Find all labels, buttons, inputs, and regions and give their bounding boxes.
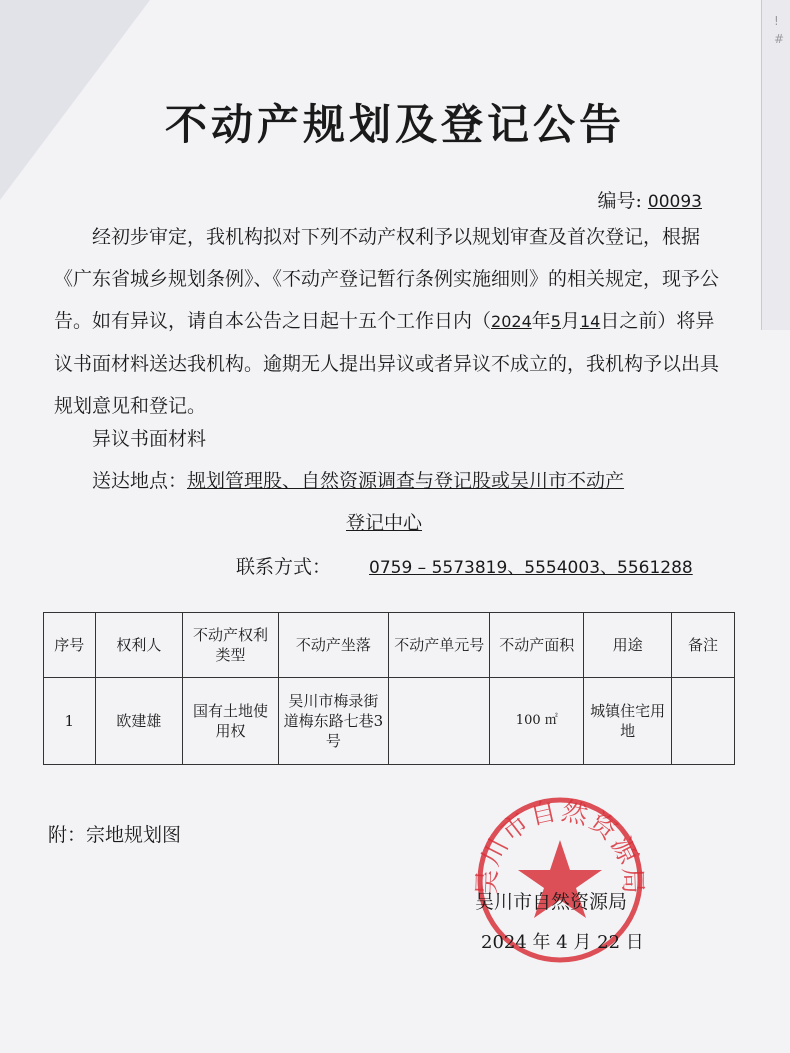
paragraph-deadline-suffix: 日之前）将异议书面材料送达我机构。逾期无人提出异议或者异议不成立的，我机构予以出具规划意见和登记。 — [54, 310, 720, 417]
paragraph-main — [54, 216, 724, 427]
header-cell: 备注 — [671, 613, 734, 678]
attachment-note: 附：宗地规划图 — [48, 824, 182, 846]
issuer-name: 吴川市自然资源局 — [475, 891, 628, 913]
seal-lettering: 吴川市自然资源局 — [472, 796, 648, 897]
cell-unit-number — [389, 678, 490, 765]
cell-right-type: 国有土地使用权 — [183, 678, 278, 765]
header-cell: 权利人 — [95, 613, 183, 678]
objection-heading: 异议书面材料 — [92, 428, 207, 450]
cell-area: 100 ㎡ — [490, 678, 584, 765]
announcement-body — [54, 216, 724, 427]
adjacent-page-marks: ! # — [773, 14, 784, 46]
header-cell: 序号 — [44, 613, 96, 678]
adjacent-page-edge — [761, 0, 790, 330]
paragraph-main-text: 经初步审定，我机构拟对下列不动产权利予以规划审查及首次登记，根据《广东省城乡规划条例》、《不动产登记暂行条例实施细则》的相关规定，现予公告。如有异议，请自本公告之日起十五个工作日 — [54, 226, 720, 332]
contact-label: 联系方式： — [236, 556, 332, 578]
contact-phone-numbers: 0759 – 5573819、5554003、5561288 — [369, 558, 693, 578]
header-cell: 不动产单元号 — [389, 613, 490, 678]
table-header-row — [44, 613, 735, 678]
cell-index: 1 — [44, 678, 96, 765]
document-number — [598, 186, 703, 213]
address-label: 送达地点： — [92, 470, 188, 492]
header-cell: 不动产权利类型 — [183, 613, 278, 678]
number-value: 00093 — [647, 192, 702, 212]
year-char: 年 — [531, 310, 551, 332]
header-cell: 不动产坐落 — [278, 613, 389, 678]
issue-date: 2024 年 4 月 22 日 — [481, 932, 644, 953]
contact-line — [236, 552, 693, 579]
cell-location: 吴川市梅录街道梅东路七巷3号 — [278, 678, 389, 765]
deadline-year: 2024 — [491, 312, 532, 331]
document-title: 不动产规划及登记公告 — [164, 100, 625, 149]
property-table — [43, 612, 735, 765]
address-line — [92, 466, 624, 493]
paragraph-deadline-prefix: 内（ — [453, 310, 492, 332]
address-value-continued: 登记中心 — [346, 512, 423, 534]
deadline-day: 14 — [579, 312, 601, 331]
header-cell: 不动产面积 — [490, 613, 584, 678]
cell-remarks — [671, 678, 734, 765]
cell-owner: 欧建雄 — [95, 678, 183, 765]
number-label: 编号: — [597, 190, 642, 212]
cell-usage: 城镇住宅用地 — [584, 678, 672, 765]
deadline-month: 5 — [550, 312, 561, 331]
table-row — [44, 678, 735, 765]
month-char: 月 — [560, 310, 580, 332]
header-cell: 用途 — [584, 613, 672, 678]
address-value: 规划管理股、自然资源调查与登记股或吴川市不动产 — [187, 470, 625, 492]
